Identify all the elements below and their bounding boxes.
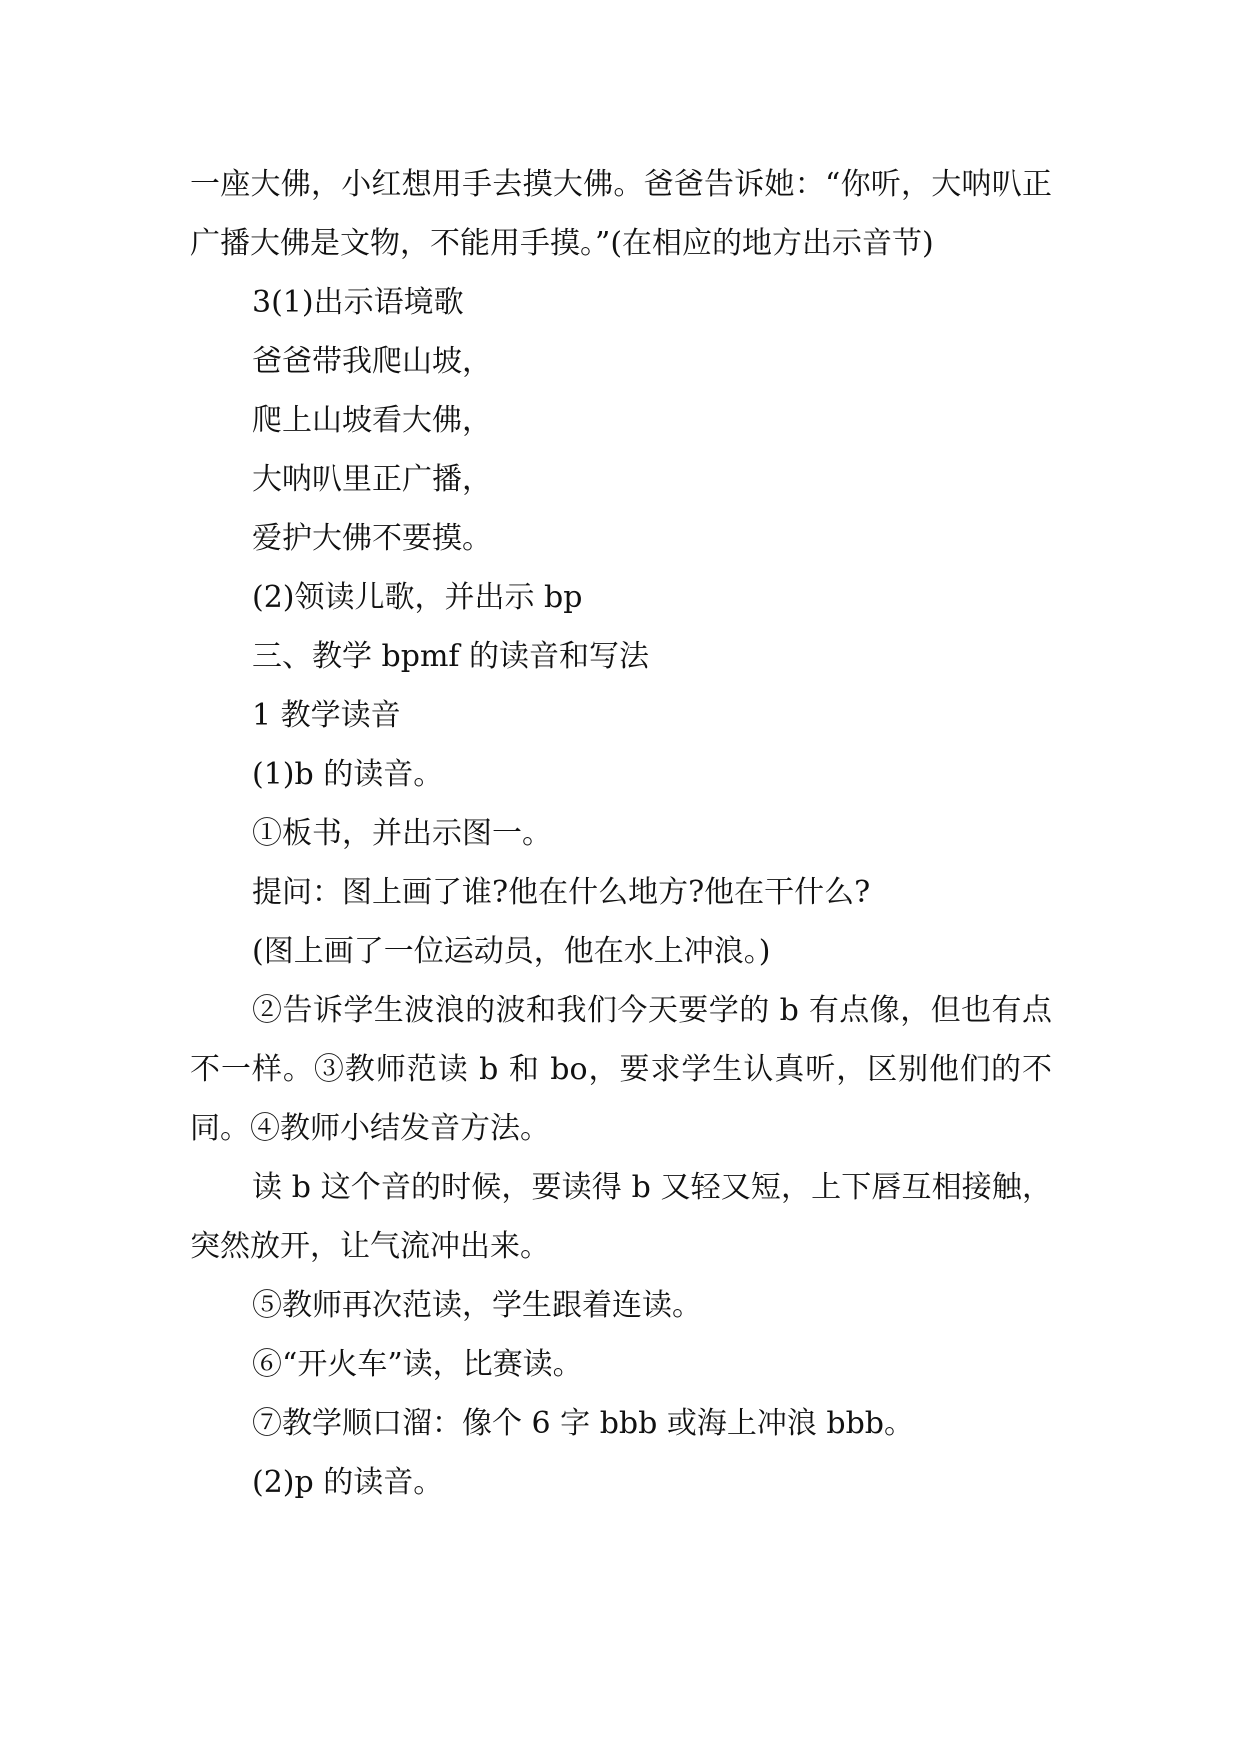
paragraph: 读 b 这个音的时候，要读得 b 又轻又短，上下唇互相接触，突然放开，让气流冲出来。	[190, 1170, 1052, 1264]
paragraph: ②告诉学生波浪的波和我们今天要学的 b 有点像，但也有点不一样。③教师范读 b 和 bo，要求学生认真听，区别他们的不同。④教师小结发音方法。	[190, 993, 1052, 1146]
paragraph: 提问：图上画了谁?他在什么地方?他在干什么?	[252, 875, 871, 910]
poem-line: 爱护大佛不要摸。	[252, 521, 492, 556]
paragraph: ⑤教师再次范读，学生跟着连读。	[252, 1288, 702, 1323]
paragraph: 3(1)出示语境歌	[252, 285, 464, 320]
paragraph: (图上画了一位运动员，他在水上冲浪。)	[252, 934, 771, 969]
paragraph: ⑦教学顺口溜：像个 6 字 bbb 或海上冲浪 bbb。	[252, 1406, 914, 1441]
paragraph: (1)b 的读音。	[252, 757, 444, 792]
poem-line: 爸爸带我爬山坡，	[252, 344, 492, 379]
poem-line: 大呐叭里正广播，	[252, 462, 492, 497]
document-body	[190, 155, 1052, 1512]
paragraph: (2)领读儿歌，并出示 bp	[252, 580, 583, 615]
paragraph: 一座大佛，小红想用手去摸大佛。爸爸告诉她：“你听，大呐叭正广播大佛是文物，不能用手摸。”(在相应的地方出示音节)	[190, 167, 1052, 261]
subsection-heading: 1 教学读音	[252, 698, 401, 733]
paragraph: ⑥“开火车”读，比赛读。	[252, 1347, 583, 1382]
poem-line: 爬上山坡看大佛，	[252, 403, 492, 438]
paragraph: ①板书，并出示图一。	[252, 816, 552, 851]
section-heading: 三、教学 bpmf 的读音和写法	[252, 639, 650, 674]
paragraph: (2)p 的读音。	[252, 1465, 444, 1500]
